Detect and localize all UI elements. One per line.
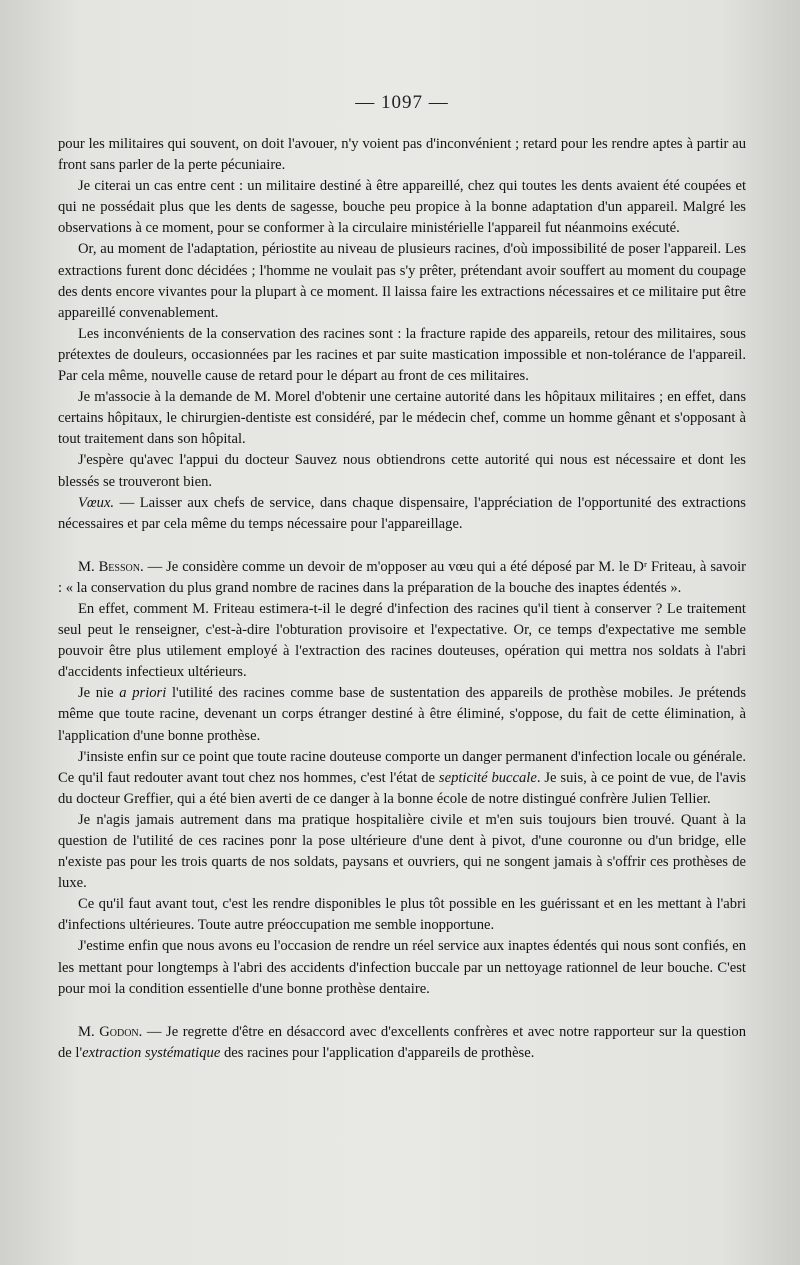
paragraph: Je citerai un cas entre cent : un militaire destiné à être appareillé, chez qui toutes les dents avaient été coupées et qui ne possédait plus que les dents de sagesse, bouche peu propice à la bonne adaptation d'un appareil. Malgré les observations à ce moment, pour se conformer à la circulaire ministérielle l'appareil fut néanmoins exécuté. (58, 178, 746, 237)
speaker-name: M. Godon. (78, 1023, 143, 1040)
paragraph: pour les militaires qui souvent, on doit l'avouer, n'y voient pas d'inconvénient ; retard pour les rendre aptes à partir au front sans parler de la perte pécuniaire. (58, 136, 746, 174)
paragraph: Je n'agis jamais autrement dans ma pratique hospitalière civile et m'en suis toujours bien trouvé. Quant à la question de l'utilité de ces racines ponr la pose ultérieure d'une dent à pivot, d'une couronne ou d'un bridge, elle n'existe pas pour les trois quarts de nos soldats, paysans et ouvriers, qui ne songent jamais à s'offrir ces prothèses de luxe. (58, 811, 746, 892)
speaker-paragraph: M. Besson. — Je considère comme un devoir de m'opposer au vœu qui a été déposé par M. le Dʳ Friteau, à savoir : « la conservation du plus grand nombre de racines dans la préparation de la bouche des inaptes édentés ». (58, 558, 746, 596)
speaker-name: M. Besson. (78, 558, 144, 575)
paragraph: J'espère qu'avec l'appui du docteur Sauvez nous obtiendrons cette autorité qui nous est nécessaire et dont les blessés se trouveront bien. (58, 452, 746, 490)
body-text (58, 134, 746, 1064)
page-number: — 1097 — (355, 92, 449, 113)
paragraph: Les inconvénients de la conservation des racines sont : la fracture rapide des appareils, retour des militaires, sous prétextes de douleurs, occasionnées par les racines et par suite mastication impossible et non-tolérance de l'appareil. Par cela même, nouvelle cause de retard pour le départ au front de ces militaires. (58, 325, 746, 385)
voeux-paragraph: Vœux. — Laisser aux chefs de service, dans chaque dispensaire, l'appréciation de l'opportunité des extractions nécessaires et par cela même du temps nécessaire pour l'appareillage. (58, 494, 746, 532)
speaker-paragraph: M. Godon. — Je regrette d'être en désaccord avec d'excellents confrères et avec notre rapporteur sur la question de l'extraction systématique des racines pour l'application d'appareils de prothèse. (58, 1023, 746, 1061)
paragraph: Je nie a priori l'utilité des racines comme base de sustentation des appareils de prothèse mobiles. Je prétends même que toute racine, devenant un corps étranger destiné à être éliminé, s'oppose, du fait de cette élimination, à l'application d'une bonne prothèse. (58, 685, 746, 744)
paragraph: Je m'associe à la demande de M. Morel d'obtenir une certaine autorité dans les hôpitaux militaires ; en effet, dans certains hôpitaux, le chirurgien-dentiste est considéré, par le médecin chef, comme un homme gênant et s'opposant à tout traitement dans son hôpital. (58, 389, 746, 448)
voeux-label: Vœux. (78, 494, 115, 511)
paragraph: Ce qu'il faut avant tout, c'est les rendre disponibles le plus tôt possible en les guérissant et en les mettant à l'abri d'infections ultérieures. Toute autre préoccupation me semble inopportune. (58, 896, 746, 934)
paragraph: Or, au moment de l'adaptation, périostite au niveau de plusieurs racines, d'où impossibilité de poser l'appareil. Les extractions furent donc décidées ; l'homme ne voulait pas s'y prêter, prétendant avoir souffert au moment du coupage des dents encore vivantes pour la plupart à ce moment. Il laissa faire les extractions nécessaires et ce militaire put être appareillé convenablement. (58, 241, 746, 321)
paragraph: J'insiste enfin sur ce point que toute racine douteuse comporte un danger permanent d'infection locale ou générale. Ce qu'il faut redouter avant tout chez nos hommes, c'est l'état de septicité buccale. Je suis, à ce point de vue, de l'avis du docteur Greffier, qui a été bien averti de ce danger à la bonne école de notre distingué confrère Julien Tellier. (58, 748, 746, 807)
paragraph: J'estime enfin que nous avons eu l'occasion de rendre un réel service aux inaptes édentés qui nous sont confiés, en les mettant pour longtemps à l'abri des accidents d'infection buccale par un nettoyage rationnel de leur bouche. C'est pour moi la condition essentielle d'une bonne prothèse dentaire. (58, 938, 746, 997)
paragraph: En effet, comment M. Friteau estimera-t-il le degré d'infection des racines qu'il tient à conserver ? Le traitement seul peut le renseigner, c'est-à-dire l'obturation provisoire et l'expectative. Or, ce temps d'expectative me semble pouvoir être plus utilement employé à l'extraction des racines douteuses, opération qui mettra nos soldats à l'abri d'accidents infectieux ultérieurs. (58, 600, 746, 681)
